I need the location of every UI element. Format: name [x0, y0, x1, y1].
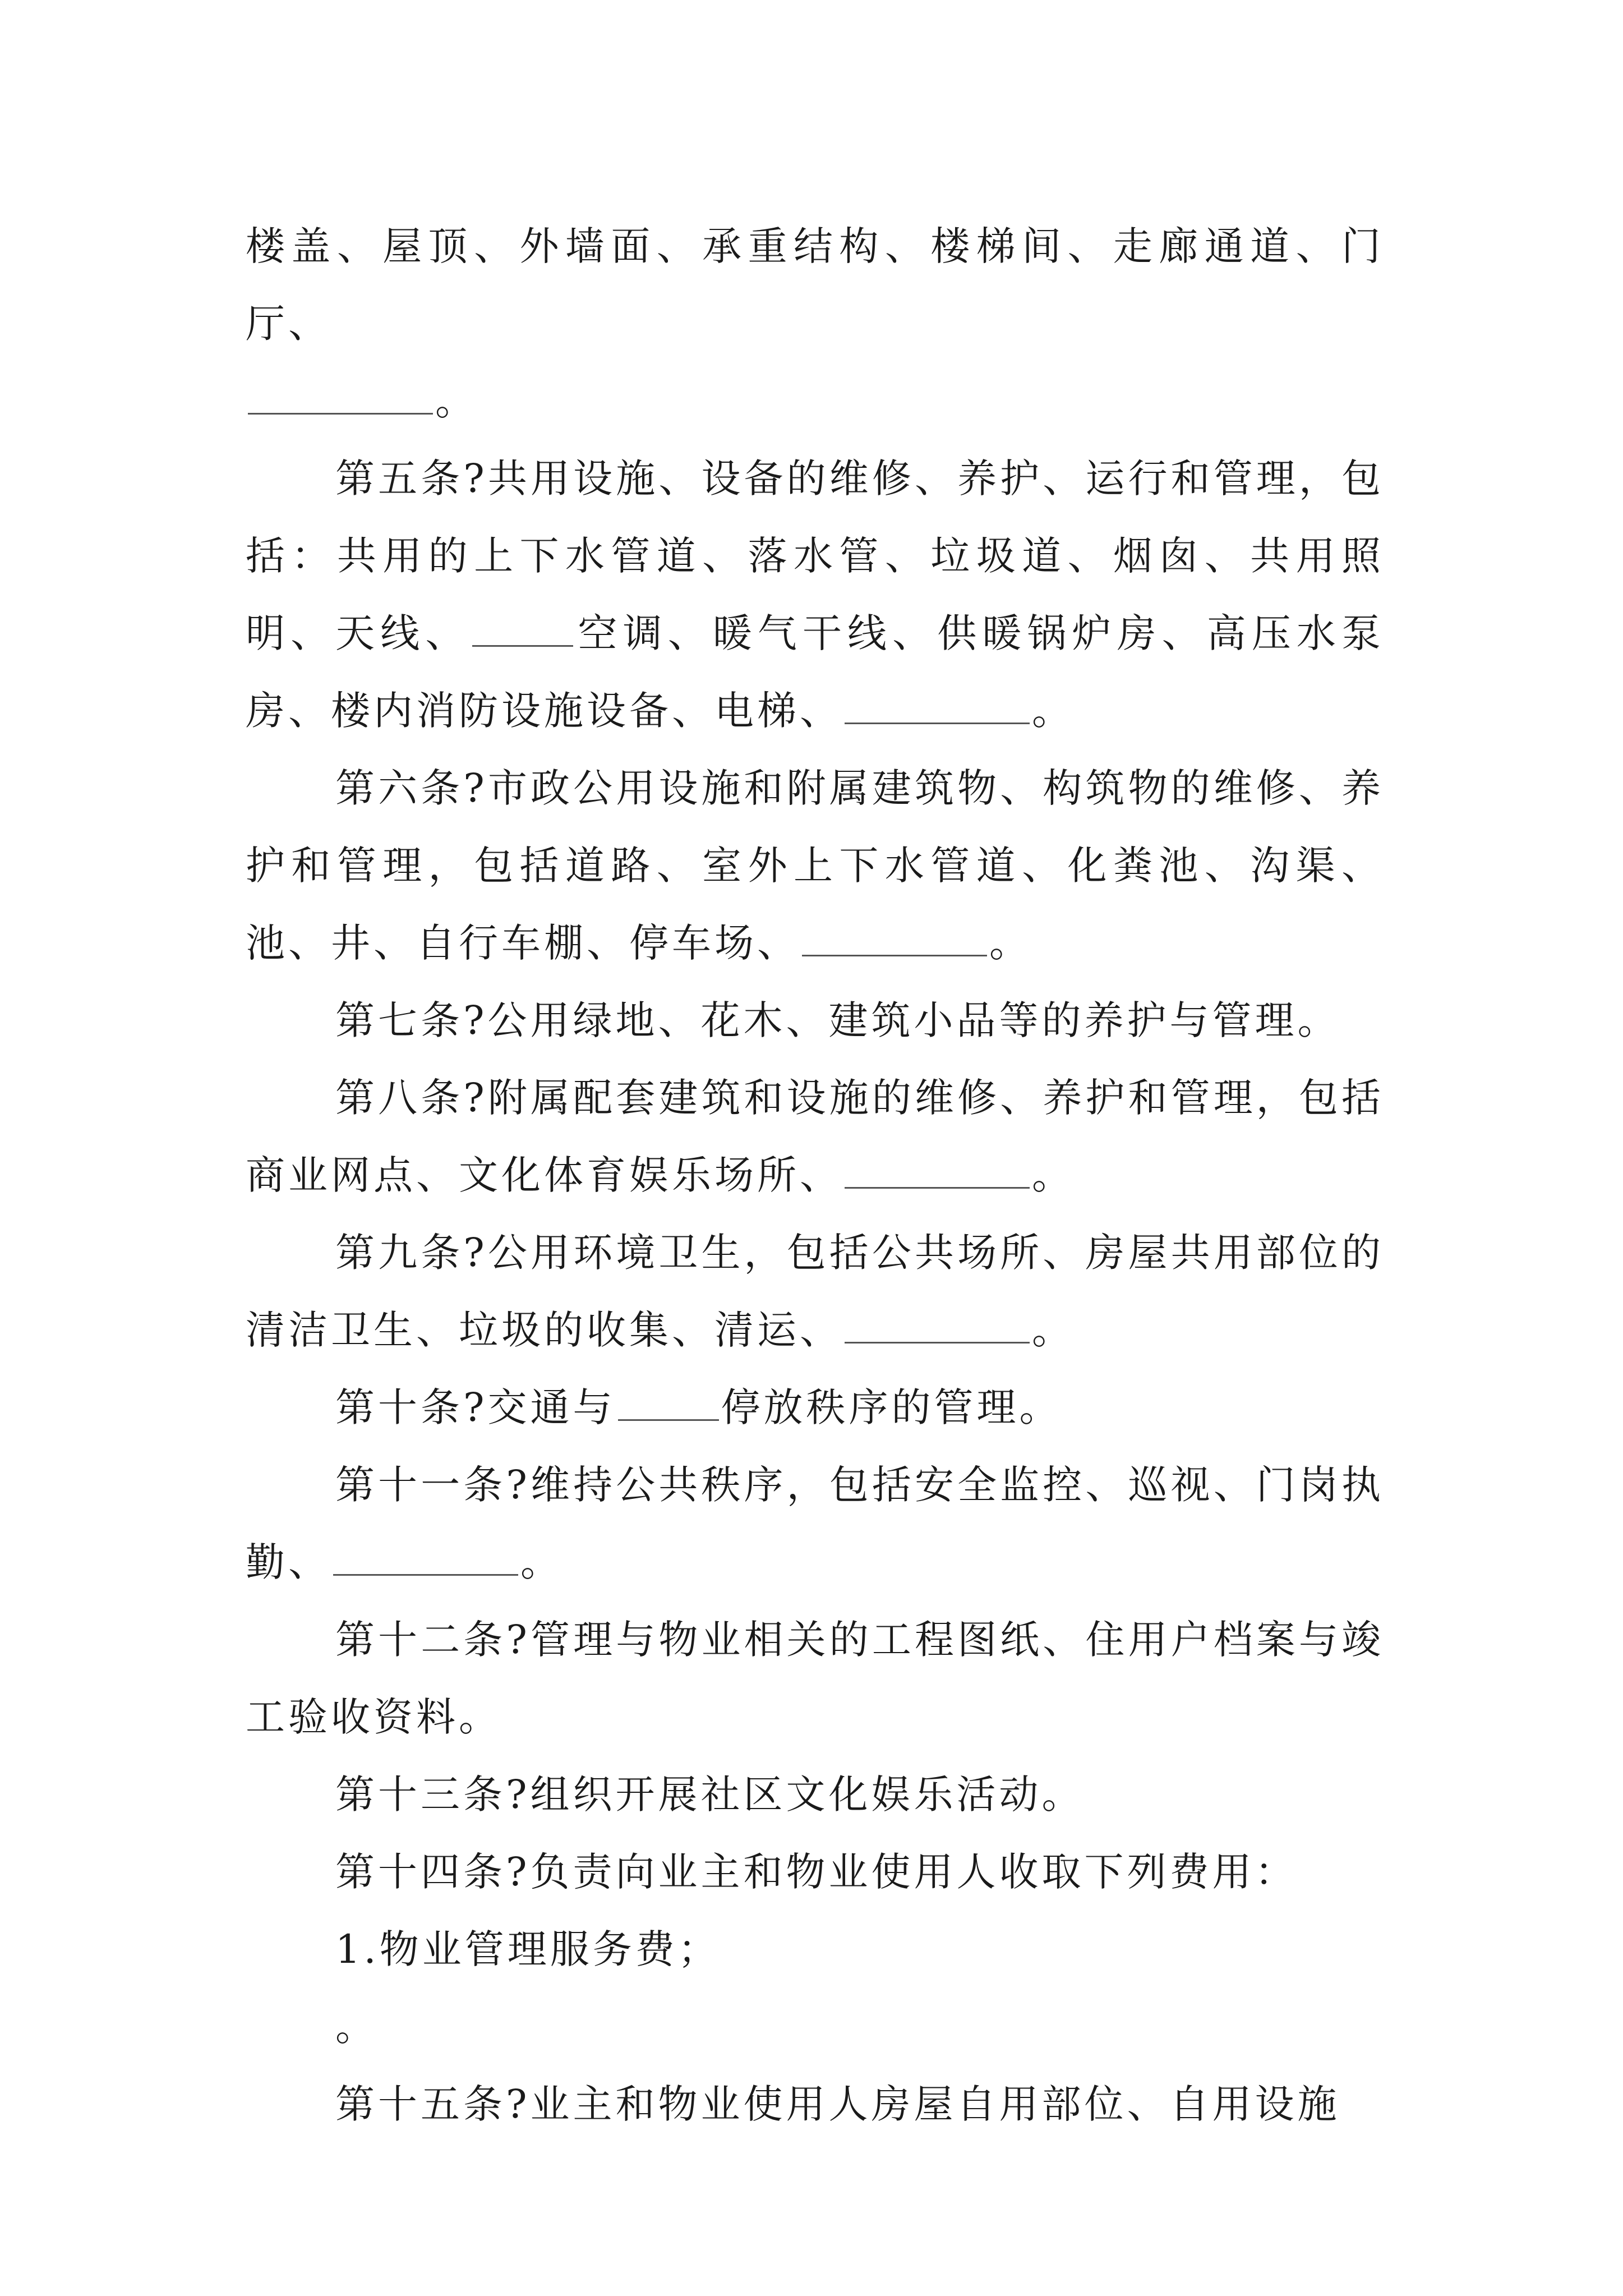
paragraph-text: 第九条?公用环境卫生，包括公共场所、房屋共用部位的清洁卫生、垃圾的收集、清运、: [246, 1230, 1384, 1353]
paragraph-1: [246, 208, 1384, 440]
fill-in-blank[interactable]: [472, 616, 573, 647]
paragraph-text: 第八条?附属配套建筑和设施的维修、养护和管理，包括商业网点、文化体育娱乐场所、: [246, 1075, 1384, 1198]
paragraph-text: 第十二条?管理与物业相关的工程图纸、住用户档案与竣工验收资料。: [246, 1617, 1384, 1740]
article-12: [246, 1601, 1384, 1756]
paragraph-text: 第十五条?业主和物业使用人房屋自用部位、自用设施: [335, 2081, 1340, 2127]
fill-in-blank[interactable]: [618, 1390, 719, 1421]
fee-item-2: [246, 1988, 1384, 2065]
paragraph-text: 。: [1032, 688, 1075, 734]
paragraph-text: 第七条?公用绿地、花木、建筑小品等的养护与管理。: [335, 997, 1340, 1043]
fee-item-1: [246, 1911, 1384, 1988]
article-5: [246, 440, 1384, 749]
article-13: [246, 1756, 1384, 1833]
fill-in-blank[interactable]: [333, 1545, 518, 1576]
paragraph-text: 。: [989, 920, 1032, 966]
fill-in-blank[interactable]: [845, 1158, 1030, 1189]
paragraph-text: 。: [1032, 1307, 1075, 1353]
paragraph-text: 第十四条?负责向业主和物业使用人收取下列费用：: [335, 1849, 1298, 1895]
paragraph-text: 1.物业管理服务费；: [335, 1926, 721, 1972]
article-8: [246, 1059, 1384, 1214]
paragraph-text: 。: [520, 1539, 563, 1585]
fill-in-blank[interactable]: [845, 693, 1030, 724]
article-9: [246, 1214, 1384, 1369]
article-10: [246, 1369, 1384, 1446]
paragraph-text: 第十一条?维持公共秩序，包括安全监控、巡视、门岗执勤、: [246, 1462, 1384, 1585]
paragraph-text: 。: [435, 378, 478, 424]
paragraph-text: 第六条?市政公用设施和附属建筑物、构筑物的维修、养护和管理，包括道路、室外上下水管道、化粪池、沟渠、池、井、自行车棚、停车场、: [246, 765, 1384, 966]
paragraph-text: 第五条?共用设施、设备的维修、养护、运行和管理，包括：共用的上下水管道、落水管、垃圾道、烟囱、共用照明、天线、: [246, 455, 1384, 656]
paragraph-text: 第十条?交通与: [335, 1384, 616, 1430]
fill-in-blank[interactable]: [802, 926, 987, 956]
paragraph-text: 停放秩序的管理。: [721, 1384, 1062, 1430]
fill-in-blank[interactable]: [845, 1313, 1030, 1343]
fill-in-blank[interactable]: [248, 384, 433, 415]
article-15: [246, 2065, 1384, 2143]
paragraph-text: 楼盖、屋顶、外墙面、承重结构、楼梯间、走廊通道、门厅、: [246, 223, 1384, 347]
paragraph-text: 。: [1032, 1152, 1075, 1198]
paragraph-text: 空调、暖气干线、供暖锅炉房、高压水泵房、楼内消防设施设备、电梯、: [246, 610, 1385, 734]
paragraph-text: 。: [335, 2004, 378, 2050]
article-11: [246, 1446, 1384, 1601]
paragraph-text: 第十三条?组织开展社区文化娱乐活动。: [335, 1772, 1085, 1818]
document-page: [246, 208, 1384, 2143]
article-14: [246, 1833, 1384, 1911]
article-7: [246, 982, 1384, 1059]
article-6: [246, 749, 1384, 982]
